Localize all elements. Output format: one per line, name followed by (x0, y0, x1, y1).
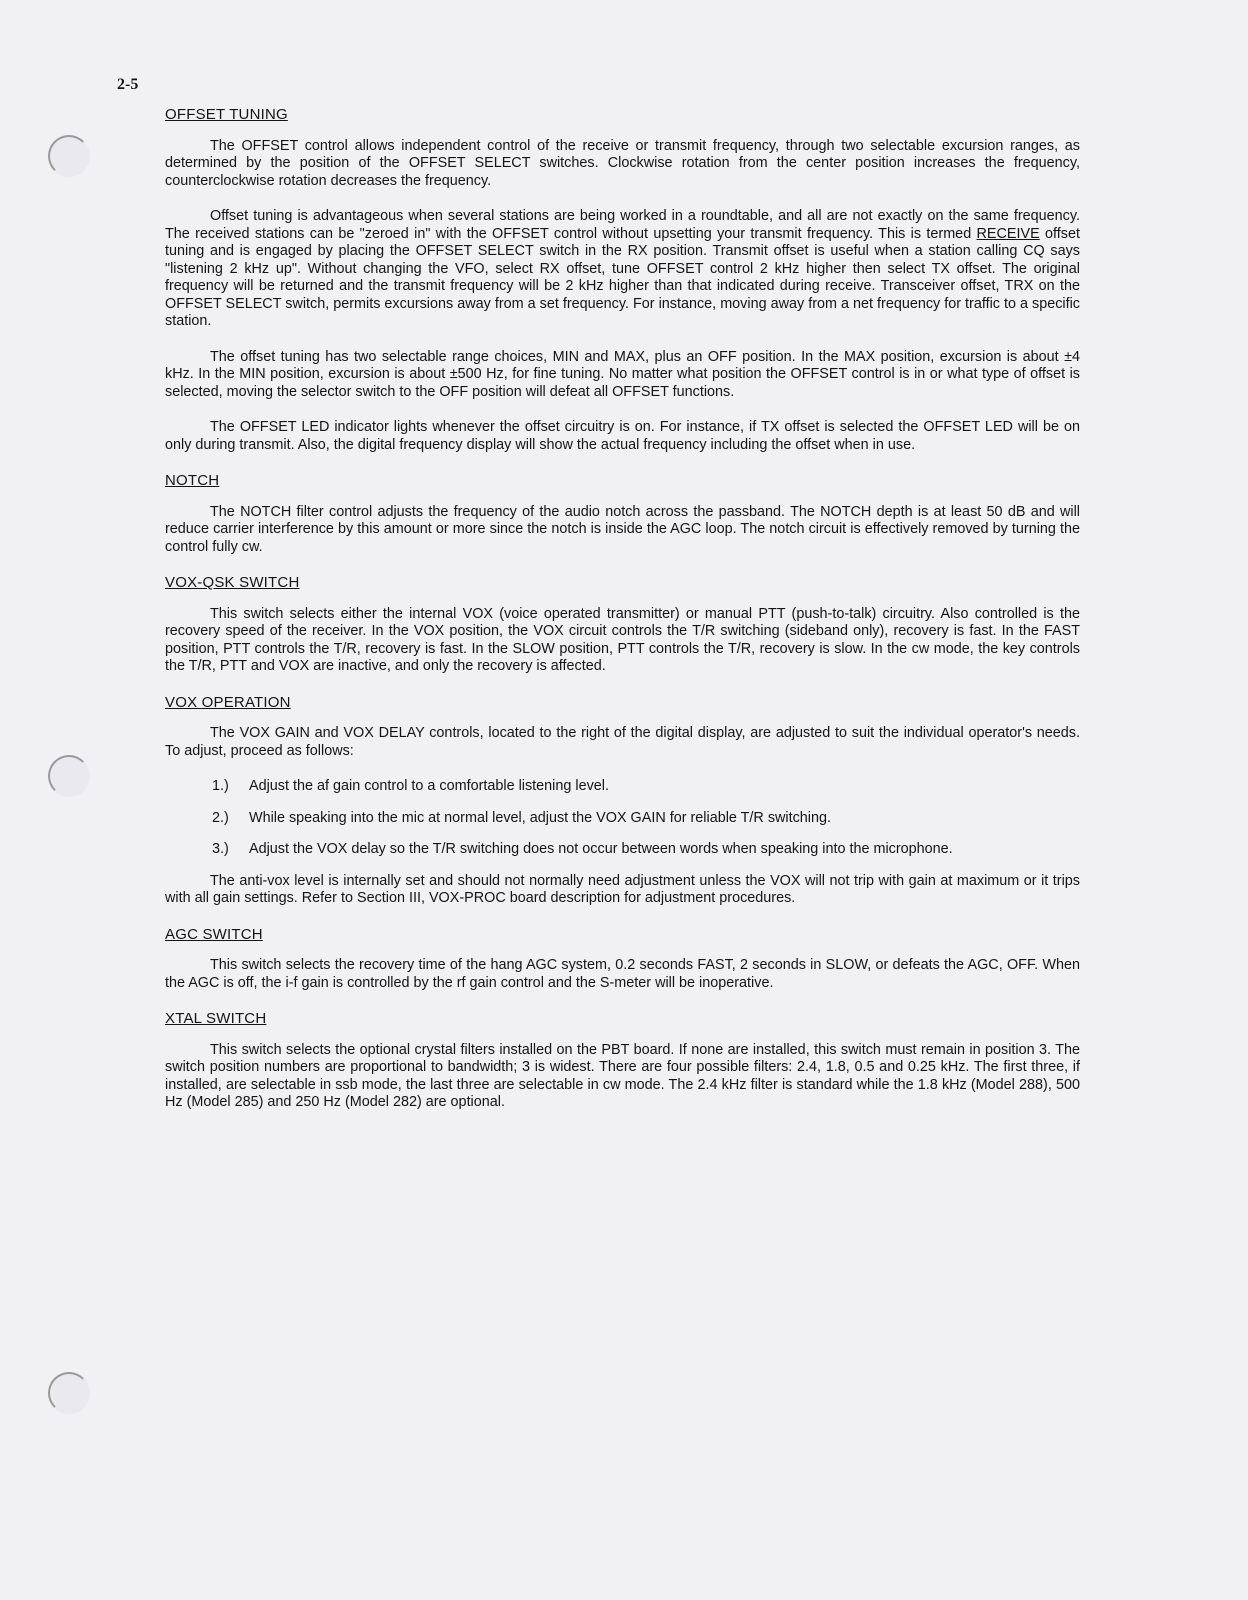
punch-hole-middle (48, 755, 90, 797)
list-number: 2.) (212, 809, 229, 826)
paragraph (165, 208, 1080, 331)
paragraph: The OFFSET control allows independent control of the receive or transmit frequency, through two selectable excursion ranges, as determined by the position of the OFFSET SELECT switches. Clockwise rotation from the center position increases the frequency, counterclockwise rotation decreases the frequency. (165, 137, 1080, 189)
list-text: Adjust the af gain control to a comfortable listening level. (249, 778, 609, 794)
section-heading: NOTCH (165, 472, 220, 489)
section-offset-tuning (165, 106, 1080, 454)
list-item (212, 778, 1080, 796)
paragraph: This switch selects either the internal VOX (voice operated transmitter) or manual PTT (push-to-talk) circuitry. Also controlled is the recovery speed of the receiver. In the VOX position, the VOX circuit controls the T/R switching (sideband only), recovery is fast. In the FAST position, PTT controls the T/R, recovery is fast. In the SLOW position, PTT controls the T/R, recovery is slow. In the cw mode, the key controls the T/R, PTT and VOX are inactive, and only the recovery is affected. (165, 605, 1080, 674)
section-agc-switch (165, 926, 1080, 993)
section-heading: AGC SWITCH (165, 925, 263, 943)
paragraph-text: Offset tuning is advantageous when several stations are being worked in a roundtable, and all are not exactly on the same frequency. The received stations can be "zeroed in" with the OFFSET control without upsetting your transmit frequency. This is termed (165, 208, 1080, 242)
section-heading: XTAL SWITCH (165, 1010, 267, 1027)
paragraph: The VOX GAIN and VOX DELAY controls, located to the right of the digital display, are adjusted to suit the individual operator's needs. To adjust, proceed as follows: (165, 725, 1080, 759)
section-notch (165, 472, 1080, 556)
section-vox-operation (165, 694, 1080, 908)
punch-hole-bottom (48, 1372, 90, 1414)
paragraph: This switch selects the optional crystal filters installed on the PBT board. If none are installed, this switch must remain in position 3. The switch position numbers are proportional to bandwidth; 3 is widest. There are four possible filters: 2.4, 1.8, 0.5 and 0.25 kHz. The first three, if installed, are selectable in ssb mode, the last three are selectable in cw mode. The 2.4 kHz filter is standard while the 1.8 kHz (Model 288), 500 Hz (Model 285) and 250 Hz (Model 282) are optional. (165, 1041, 1080, 1110)
document-body (165, 106, 1080, 1130)
section-heading: OFFSET TUNING (165, 106, 288, 123)
section-heading: VOX OPERATION (165, 693, 291, 711)
paragraph: The offset tuning has two selectable range choices, MIN and MAX, plus an OFF position. In the MAX position, excursion is about ±4 kHz. In the MIN position, excursion is about ±500 Hz, for fine tuning. No matter what position the OFFSET control is in or what type of offset is selected, moving the selector switch to the OFF position will defeat all OFFSET functions. (165, 348, 1080, 400)
list-item (212, 810, 1080, 828)
list-item (212, 841, 1080, 859)
paragraph: The OFFSET LED indicator lights whenever the offset circuitry is on. For instance, if TX offset is selected the OFFSET LED will be on only during transmit. Also, the digital frequency display will show the actual frequency including the offset when in use. (165, 419, 1080, 453)
paragraph-text: offset tuning and is engaged by placing the OFFSET SELECT switch in the RX position. Transmit offset is useful when a station calling CQ says "listening 2 kHz up". Without changing the VFO, select RX offset, tune OFFSET control 2 kHz higher then select TX offset. The original frequency will be returned and the transmit frequency will be 2 kHz higher than that indicated during receive. Transceiver offset, TRX on the OFFSET SELECT switch, permits excursions away from a set frequency. For instance, moving away from a net frequency for traffic to a specific station. (165, 225, 1080, 329)
paragraph: The anti-vox level is internally set and should not normally need adjustment unless the VOX will not trip with gain at maximum or it trips with all gain settings. Refer to Section III, VOX-PROC board description for adjustment procedures. (165, 872, 1080, 906)
list-number: 1.) (212, 778, 229, 794)
page-number: 2-5 (117, 76, 139, 93)
section-heading: VOX-QSK SWITCH (165, 574, 300, 591)
paragraph: This switch selects the recovery time of the hang AGC system, 0.2 seconds FAST, 2 seconds in SLOW, or defeats the AGC, OFF. When the AGC is off, the i-f gain is controlled by the rf gain control and the S-meter will be inoperative. (165, 957, 1080, 991)
list-text: While speaking into the mic at normal level, adjust the VOX GAIN for reliable T/R switching. (249, 809, 832, 826)
section-xtal-switch (165, 1010, 1080, 1112)
section-vox-qsk-switch (165, 574, 1080, 676)
emphasis-receive: RECEIVE (976, 225, 1040, 242)
list-number: 3.) (212, 841, 229, 857)
paragraph: The NOTCH filter control adjusts the frequency of the audio notch across the passband. The NOTCH depth is at least 50 dB and will reduce carrier interference by this amount or more since the notch is inside the AGC loop. The notch circuit is effectively removed by turning the control fully cw. (165, 503, 1080, 555)
list-text: Adjust the VOX delay so the T/R switching does not occur between words when speaking into the microphone. (249, 841, 953, 857)
punch-hole-top (48, 135, 90, 177)
